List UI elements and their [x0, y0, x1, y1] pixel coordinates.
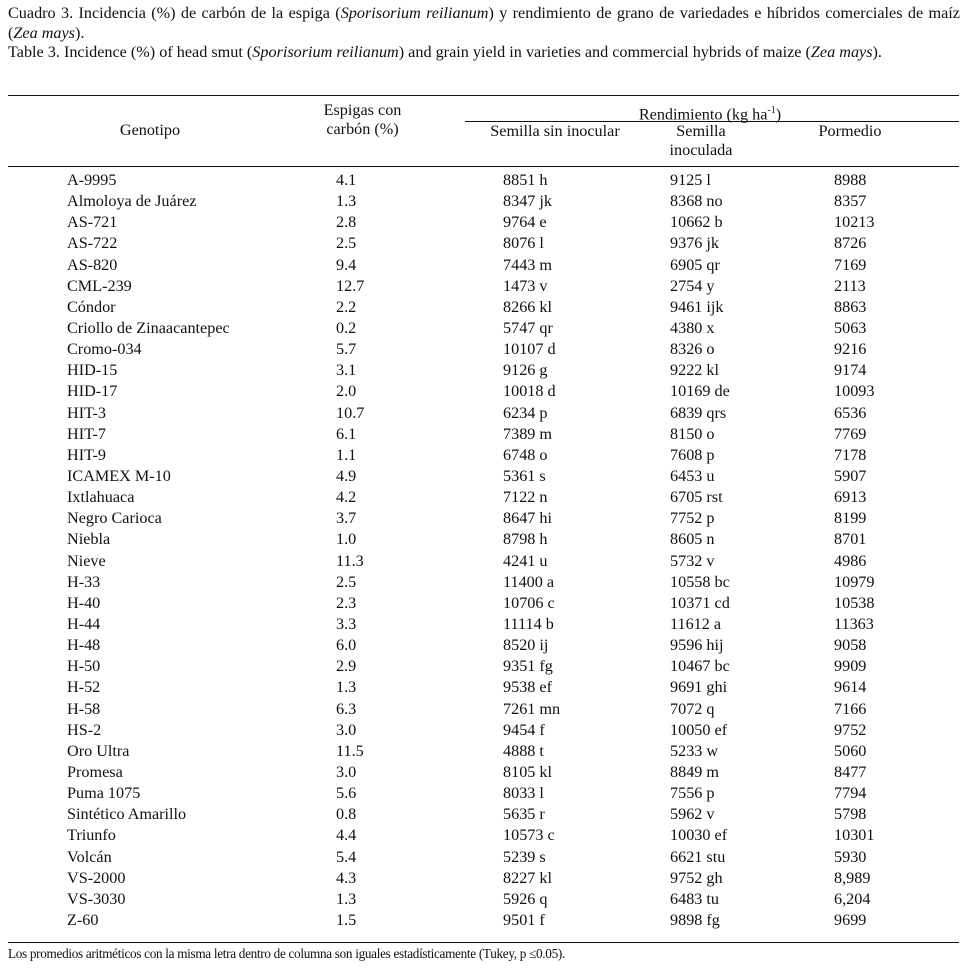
cell-espigas: 2.5	[336, 572, 357, 591]
cell-promedio: 8701	[834, 530, 867, 549]
cell-sin-inocular: 8033 l	[503, 784, 544, 803]
table-row	[0, 212, 968, 233]
cell-espigas: 2.8	[336, 213, 357, 232]
cell-inoculada: 2754 y	[670, 276, 715, 295]
table-row	[0, 572, 968, 593]
cell-promedio: 9752	[834, 720, 867, 739]
cell-sin-inocular: 6748 o	[503, 445, 548, 464]
table-row	[0, 276, 968, 297]
cell-genotipo: HIT-7	[67, 424, 106, 443]
cell-espigas: 3.3	[336, 614, 357, 633]
cell-genotipo: Ixtlahuaca	[67, 488, 135, 507]
cell-promedio: 9699	[834, 910, 867, 929]
cell-inoculada: 7072 q	[670, 699, 715, 718]
cell-inoculada: 10371 cd	[670, 593, 730, 612]
cell-promedio: 2113	[834, 276, 866, 295]
cell-promedio: 9909	[834, 657, 867, 676]
cell-promedio: 5930	[834, 847, 867, 866]
cell-promedio: 7769	[834, 424, 867, 443]
table-bottom-rule	[8, 942, 959, 943]
table-row	[0, 424, 968, 445]
cell-promedio: 9174	[834, 361, 867, 380]
cell-espigas: 0.2	[336, 318, 357, 337]
cell-sin-inocular: 10018 d	[503, 382, 556, 401]
cell-genotipo: Criollo de Zinaacantepec	[67, 318, 230, 337]
cell-promedio: 10538	[834, 593, 875, 612]
cell-espigas: 2.5	[336, 234, 357, 253]
table-row	[0, 508, 968, 529]
cell-promedio: 8477	[834, 762, 867, 781]
cell-sin-inocular: 8647 hi	[503, 509, 553, 528]
cell-promedio: 5063	[834, 318, 867, 337]
cell-sin-inocular: 9454 f	[503, 720, 545, 739]
cell-espigas: 2.3	[336, 593, 357, 612]
cell-inoculada: 6705 rst	[670, 488, 723, 507]
table-row	[0, 233, 968, 254]
cell-sin-inocular: 9501 f	[503, 910, 545, 929]
cell-inoculada: 6839 qrs	[670, 403, 727, 422]
cell-sin-inocular: 11114 b	[503, 614, 554, 633]
cell-promedio: 10093	[834, 382, 875, 401]
cell-genotipo: H-44	[67, 614, 101, 633]
cell-inoculada: 9461 ijk	[670, 297, 724, 316]
cell-genotipo: Niebla	[67, 530, 111, 549]
table-body	[0, 170, 968, 931]
cell-promedio: 5907	[834, 466, 867, 485]
cell-genotipo: Cóndor	[67, 297, 116, 316]
cell-espigas: 5.4	[336, 847, 357, 866]
cell-sin-inocular: 5635 r	[503, 805, 545, 824]
cell-espigas: 9.4	[336, 255, 357, 274]
cell-genotipo: Volcán	[67, 847, 112, 866]
cell-inoculada: 8849 m	[670, 762, 720, 781]
cell-sin-inocular: 4241 u	[503, 551, 548, 570]
footnote: Los promedios aritméticos con la misma letra dentro de columna son iguales estadísticamente (Tukey, p ≤0.05).	[8, 946, 565, 961]
table-row	[0, 529, 968, 550]
table-row	[0, 614, 968, 635]
cell-sin-inocular: 9126 g	[503, 361, 548, 380]
cell-promedio: 8988	[834, 171, 867, 189]
table-row	[0, 847, 968, 868]
cell-espigas: 2.2	[336, 297, 357, 316]
header-rendimiento: Rendimiento (kg $ha^{-1}$)	[638, 105, 782, 124]
table-row	[0, 466, 968, 487]
header-inoculada: Semilla inoculada	[669, 122, 733, 159]
cell-promedio: 8199	[834, 509, 867, 528]
cell-promedio: 7794	[834, 784, 867, 803]
header-promedio: Pormedio	[818, 122, 882, 140]
cell-sin-inocular: 7443 m	[503, 255, 553, 274]
cell-genotipo: Oro Ultra	[67, 741, 130, 760]
cell-espigas: 2.0	[336, 382, 357, 401]
cell-inoculada: 4380 x	[670, 318, 715, 337]
table-row	[0, 487, 968, 508]
table-row	[0, 593, 968, 614]
cell-inoculada: 8150 o	[670, 424, 715, 443]
cell-genotipo: HIT-3	[67, 403, 106, 422]
table-row	[0, 255, 968, 276]
cell-espigas: 3.1	[336, 361, 357, 380]
cell-genotipo: Triunfo	[67, 826, 116, 845]
table-row	[0, 910, 968, 931]
cell-promedio: 8,989	[834, 868, 871, 887]
table-row	[0, 889, 968, 910]
cell-sin-inocular: 10706 c	[503, 593, 555, 612]
cell-promedio: 7169	[834, 255, 867, 274]
cell-espigas: 2.9	[336, 657, 357, 676]
cell-promedio: 8863	[834, 297, 867, 316]
cell-inoculada: 9898 fg	[670, 910, 720, 929]
cell-espigas: 3.7	[336, 509, 357, 528]
cell-genotipo: A-9995	[67, 171, 117, 189]
cell-inoculada: 10169 de	[670, 382, 730, 401]
cell-sin-inocular: 7261 mn	[503, 699, 561, 718]
cell-genotipo: H-50	[67, 657, 101, 676]
cell-promedio: 10213	[834, 213, 875, 232]
table-row	[0, 445, 968, 466]
cell-promedio: 11363	[834, 614, 874, 633]
cell-espigas: 4.2	[336, 488, 357, 507]
cell-promedio: 7178	[834, 445, 867, 464]
cell-sin-inocular: 8266 kl	[503, 297, 553, 316]
table-row	[0, 825, 968, 846]
cell-genotipo: H-40	[67, 593, 101, 612]
cell-genotipo: Almoloya de Juárez	[67, 192, 197, 211]
cell-genotipo: AS-721	[67, 213, 118, 232]
cell-inoculada: 10558 bc	[670, 572, 730, 591]
caption-english: Table 3. Incidence (%) of head smut (Sporisorium reilianum) and grain yield in varieties and commercial hybrids of maize (Zea mays).	[8, 43, 882, 62]
table-row	[0, 170, 968, 191]
cell-genotipo: Nieve	[67, 551, 106, 570]
table-caption	[8, 4, 960, 63]
cell-inoculada: 9691 ghi	[670, 678, 728, 697]
cell-inoculada: 9222 kl	[670, 361, 720, 380]
cell-inoculada: 9376 jk	[670, 234, 720, 253]
cell-genotipo: Negro Carioca	[67, 509, 162, 528]
cell-sin-inocular: 8851 h	[503, 171, 548, 189]
cell-genotipo: H-33	[67, 572, 101, 591]
cell-espigas: 1.3	[336, 678, 357, 697]
cell-sin-inocular: 9764 e	[503, 213, 547, 232]
cell-genotipo: AS-820	[67, 255, 118, 274]
header-sin-inocular: Semilla sin inocular	[490, 122, 620, 140]
cell-espigas: 4.1	[336, 171, 357, 189]
cell-sin-inocular: 9538 ef	[503, 678, 552, 697]
cell-inoculada: 6483 tu	[670, 889, 720, 908]
cell-promedio: 8357	[834, 192, 867, 211]
cell-espigas: 3.0	[336, 762, 357, 781]
table-row	[0, 699, 968, 720]
cell-inoculada: 8368 no	[670, 192, 723, 211]
cell-sin-inocular: 8076 l	[503, 234, 544, 253]
cell-promedio: 6536	[834, 403, 867, 422]
cell-sin-inocular: 8347 jk	[503, 192, 553, 211]
cell-espigas: 6.3	[336, 699, 357, 718]
cell-inoculada: 5233 w	[670, 741, 719, 760]
cell-promedio: 9614	[834, 678, 867, 697]
cell-sin-inocular: 8105 kl	[503, 762, 553, 781]
cell-promedio: 4986	[834, 551, 867, 570]
cell-promedio: 6913	[834, 488, 867, 507]
table-row	[0, 720, 968, 741]
cell-genotipo: HIT-9	[67, 445, 106, 464]
cell-promedio: 9058	[834, 636, 867, 655]
table-row	[0, 339, 968, 360]
cell-espigas: 10.7	[336, 403, 365, 422]
table-row	[0, 360, 968, 381]
cell-genotipo: HID-15	[67, 361, 118, 380]
cell-genotipo: Sintético Amarillo	[67, 805, 187, 824]
table-row	[0, 762, 968, 783]
cell-espigas: 1.5	[336, 910, 357, 929]
cell-genotipo: VS-2000	[67, 868, 126, 887]
cell-inoculada: 8326 o	[670, 340, 715, 359]
cell-espigas: 5.7	[336, 340, 357, 359]
cell-sin-inocular: 8227 kl	[503, 868, 553, 887]
table-row	[0, 868, 968, 889]
cell-sin-inocular: 1473 v	[503, 276, 548, 295]
table-top-rule	[8, 95, 959, 96]
cell-genotipo: HID-17	[67, 382, 118, 401]
cell-espigas: 6.0	[336, 636, 357, 655]
cell-inoculada: 11612 a	[670, 614, 722, 633]
cell-genotipo: VS-3030	[67, 889, 126, 908]
table-row	[0, 741, 968, 762]
cell-inoculada: 8605 n	[670, 530, 715, 549]
cell-espigas: 11.5	[336, 741, 364, 760]
cell-promedio: 5798	[834, 805, 867, 824]
cell-espigas: 12.7	[336, 276, 365, 295]
cell-inoculada: 6621 stu	[670, 847, 726, 866]
cell-inoculada: 6905 qr	[670, 255, 720, 274]
cell-genotipo: Cromo-034	[67, 340, 142, 359]
cell-genotipo: HS-2	[67, 720, 102, 739]
cell-espigas: 4.4	[336, 826, 357, 845]
cell-sin-inocular: 5361 s	[503, 466, 546, 485]
cell-genotipo: Z-60	[67, 910, 99, 929]
table-row	[0, 318, 968, 339]
cell-promedio: 8726	[834, 234, 867, 253]
cell-espigas: 1.0	[336, 530, 357, 549]
cell-sin-inocular: 5926 q	[503, 889, 548, 908]
cell-genotipo: Promesa	[67, 762, 123, 781]
table-row	[0, 635, 968, 656]
header-bottom-rule	[8, 166, 959, 167]
cell-promedio: 5060	[834, 741, 867, 760]
table-row	[0, 403, 968, 424]
cell-sin-inocular: 8520 ij	[503, 636, 549, 655]
cell-sin-inocular: 8798 h	[503, 530, 548, 549]
cell-espigas: 1.1	[336, 445, 357, 464]
cell-genotipo: H-58	[67, 699, 101, 718]
cell-sin-inocular: 4888 t	[503, 741, 544, 760]
cell-inoculada: 5962 v	[670, 805, 715, 824]
cell-sin-inocular: 6234 p	[503, 403, 548, 422]
cell-espigas: 0.8	[336, 805, 357, 824]
cell-genotipo: ICAMEX M-10	[67, 466, 171, 485]
cell-sin-inocular: 10107 d	[503, 340, 556, 359]
cell-genotipo: H-52	[67, 678, 101, 697]
cell-inoculada: 7608 p	[670, 445, 715, 464]
cell-genotipo: AS-722	[67, 234, 118, 253]
cell-inoculada: 10662 b	[670, 213, 723, 232]
caption-spanish: Cuadro 3. Incidencia (%) de carbón de la espiga (Sporisorium reilianum) y rendimiento de grano de variedades e híbridos comerciales de maíz (Zea mays).	[8, 4, 960, 42]
cell-espigas: 1.3	[336, 889, 357, 908]
cell-sin-inocular: 9351 fg	[503, 657, 553, 676]
cell-inoculada: 5732 v	[670, 551, 715, 570]
cell-sin-inocular: 7122 n	[503, 488, 548, 507]
cell-espigas: 6.1	[336, 424, 357, 443]
table-row	[0, 191, 968, 212]
table-row	[0, 804, 968, 825]
cell-espigas: 4.3	[336, 868, 357, 887]
table-row	[0, 551, 968, 572]
cell-inoculada: 7556 p	[670, 784, 715, 803]
cell-espigas: 11.3	[336, 551, 364, 570]
table-row	[0, 783, 968, 804]
cell-inoculada: 10030 ef	[670, 826, 728, 845]
cell-sin-inocular: 10573 c	[503, 826, 555, 845]
cell-genotipo: Puma 1075	[67, 784, 141, 803]
cell-promedio: 10301	[834, 826, 875, 845]
cell-promedio: 9216	[834, 340, 867, 359]
cell-genotipo: CML-239	[67, 276, 132, 295]
cell-inoculada: 10467 bc	[670, 657, 730, 676]
table-row	[0, 656, 968, 677]
cell-inoculada: 9125 l	[670, 171, 711, 189]
cell-espigas: 3.0	[336, 720, 357, 739]
cell-espigas: 5.6	[336, 784, 357, 803]
cell-sin-inocular: 7389 m	[503, 424, 553, 443]
cell-inoculada: 9596 hij	[670, 636, 724, 655]
cell-sin-inocular: 11400 a	[503, 572, 555, 591]
table-row	[0, 297, 968, 318]
cell-inoculada: 7752 p	[670, 509, 715, 528]
cell-sin-inocular: 5747 qr	[503, 318, 553, 337]
cell-sin-inocular: 5239 s	[503, 847, 546, 866]
cell-promedio: 6,204	[834, 889, 871, 908]
header-espigas: Espigas con carbón (%)	[323, 101, 402, 138]
cell-espigas: 1.3	[336, 192, 357, 211]
cell-promedio: 7166	[834, 699, 867, 718]
table-row	[0, 677, 968, 698]
cell-promedio: 10979	[834, 572, 875, 591]
cell-espigas: 4.9	[336, 466, 357, 485]
cell-inoculada: 9752 gh	[670, 868, 723, 887]
header-genotipo: Genotipo	[119, 121, 181, 139]
table-row	[0, 381, 968, 402]
cell-genotipo: H-48	[67, 636, 101, 655]
cell-inoculada: 6453 u	[670, 466, 715, 485]
cell-inoculada: 10050 ef	[670, 720, 728, 739]
